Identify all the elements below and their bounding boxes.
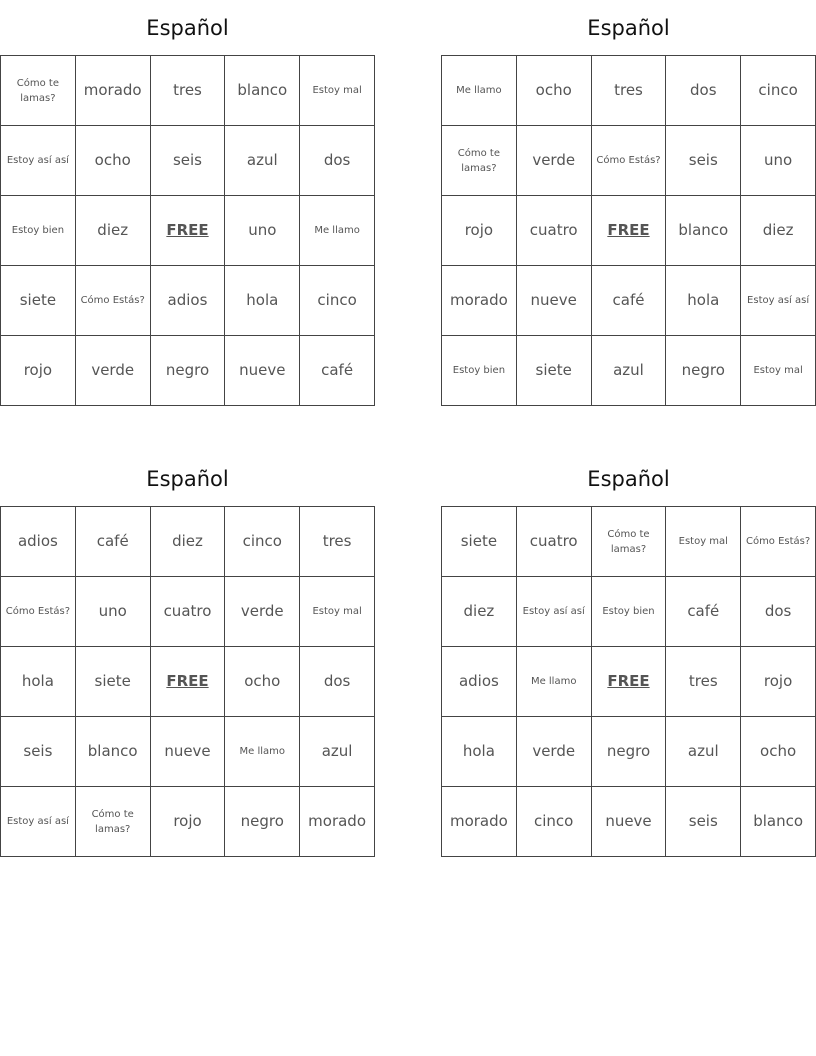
bingo-cell: Estoy bien — [442, 336, 517, 406]
free-space-cell: FREE — [592, 647, 667, 717]
bingo-cell: dos — [300, 647, 375, 717]
bingo-cell: verde — [517, 717, 592, 787]
bingo-cell: morado — [76, 56, 151, 126]
bingo-cell: adios — [151, 266, 226, 336]
bingo-cell: cinco — [225, 507, 300, 577]
bingo-cell: nueve — [592, 787, 667, 857]
bingo-cell: seis — [666, 787, 741, 857]
bingo-cell: verde — [225, 577, 300, 647]
bingo-grid — [441, 506, 816, 857]
card-title: Español — [146, 467, 229, 491]
bingo-cell: uno — [76, 577, 151, 647]
bingo-cell: blanco — [666, 196, 741, 266]
bingo-cell: azul — [300, 717, 375, 787]
bingo-cell: ocho — [517, 56, 592, 126]
bingo-cell: Estoy mal — [741, 336, 816, 406]
bingo-cell: cuatro — [517, 196, 592, 266]
bingo-cell: hola — [666, 266, 741, 336]
bingo-cell: Estoy mal — [666, 507, 741, 577]
bingo-cell: tres — [151, 56, 226, 126]
bingo-cell: cuatro — [151, 577, 226, 647]
bingo-cell: diez — [151, 507, 226, 577]
bingo-grid — [441, 55, 816, 406]
bingo-cell: Estoy así así — [741, 266, 816, 336]
bingo-cell: cinco — [741, 56, 816, 126]
bingo-cell: negro — [666, 336, 741, 406]
bingo-cell: Estoy mal — [300, 577, 375, 647]
card-title: Español — [587, 16, 670, 40]
bingo-cell: café — [666, 577, 741, 647]
bingo-cell: hola — [225, 266, 300, 336]
bingo-cell: azul — [225, 126, 300, 196]
free-space-cell: FREE — [151, 196, 226, 266]
bingo-cell: seis — [666, 126, 741, 196]
bingo-cell: cinco — [517, 787, 592, 857]
bingo-cell: siete — [442, 507, 517, 577]
bingo-cell: morado — [442, 266, 517, 336]
card-title: Español — [146, 16, 229, 40]
bingo-cell: hola — [1, 647, 76, 717]
bingo-cell: Estoy así así — [1, 126, 76, 196]
bingo-cell: dos — [300, 126, 375, 196]
bingo-cell: morado — [442, 787, 517, 857]
bingo-cell: Cómo Estás? — [741, 507, 816, 577]
bingo-cell: diez — [442, 577, 517, 647]
bingo-cell: hola — [442, 717, 517, 787]
bingo-cell: diez — [76, 196, 151, 266]
bingo-cell: blanco — [225, 56, 300, 126]
bingo-cell: nueve — [151, 717, 226, 787]
bingo-cell: tres — [300, 507, 375, 577]
bingo-cell: Estoy mal — [300, 56, 375, 126]
bingo-cell: Estoy bien — [592, 577, 667, 647]
bingo-cell: Me llamo — [442, 56, 517, 126]
bingo-cell: Me llamo — [517, 647, 592, 717]
bingo-cell: tres — [666, 647, 741, 717]
bingo-cell: Me llamo — [225, 717, 300, 787]
bingo-cell: dos — [666, 56, 741, 126]
bingo-cell: uno — [741, 126, 816, 196]
bingo-cell: Cómo te lamas? — [592, 507, 667, 577]
bingo-cell: nueve — [517, 266, 592, 336]
bingo-cell: siete — [517, 336, 592, 406]
bingo-cell: blanco — [741, 787, 816, 857]
bingo-cell: seis — [151, 126, 226, 196]
bingo-cell: ocho — [741, 717, 816, 787]
bingo-cell: azul — [666, 717, 741, 787]
bingo-cell: rojo — [741, 647, 816, 717]
bingo-cell: siete — [1, 266, 76, 336]
bingo-cell: tres — [592, 56, 667, 126]
bingo-cell: Cómo Estás? — [592, 126, 667, 196]
bingo-cell: azul — [592, 336, 667, 406]
bingo-cell: cuatro — [517, 507, 592, 577]
bingo-cell: Me llamo — [300, 196, 375, 266]
bingo-cell: negro — [225, 787, 300, 857]
bingo-cell: morado — [300, 787, 375, 857]
bingo-grid — [0, 506, 375, 857]
bingo-cell: ocho — [225, 647, 300, 717]
bingo-cell: verde — [76, 336, 151, 406]
bingo-cell: Estoy así así — [517, 577, 592, 647]
bingo-cell: uno — [225, 196, 300, 266]
bingo-cell: dos — [741, 577, 816, 647]
bingo-cell: Cómo Estás? — [1, 577, 76, 647]
free-space-cell: FREE — [592, 196, 667, 266]
bingo-cell: adios — [442, 647, 517, 717]
bingo-cell: Cómo te lamas? — [1, 56, 76, 126]
bingo-cell: Estoy así así — [1, 787, 76, 857]
bingo-cell: blanco — [76, 717, 151, 787]
bingo-cell: Cómo te lamas? — [442, 126, 517, 196]
bingo-cell: negro — [151, 336, 226, 406]
free-space-cell: FREE — [151, 647, 226, 717]
bingo-cell: Cómo Estás? — [76, 266, 151, 336]
bingo-cell: seis — [1, 717, 76, 787]
bingo-cell: café — [592, 266, 667, 336]
bingo-cell: cinco — [300, 266, 375, 336]
bingo-cell: café — [76, 507, 151, 577]
bingo-cell: rojo — [1, 336, 76, 406]
bingo-cell: negro — [592, 717, 667, 787]
bingo-cell: café — [300, 336, 375, 406]
bingo-cell: diez — [741, 196, 816, 266]
card-title: Español — [587, 467, 670, 491]
bingo-cell: adios — [1, 507, 76, 577]
bingo-cell: verde — [517, 126, 592, 196]
bingo-cell: ocho — [76, 126, 151, 196]
bingo-cell: rojo — [442, 196, 517, 266]
bingo-cell: rojo — [151, 787, 226, 857]
bingo-cell: Cómo te lamas? — [76, 787, 151, 857]
bingo-cell: nueve — [225, 336, 300, 406]
bingo-grid — [0, 55, 375, 406]
bingo-cell: siete — [76, 647, 151, 717]
bingo-cell: Estoy bien — [1, 196, 76, 266]
